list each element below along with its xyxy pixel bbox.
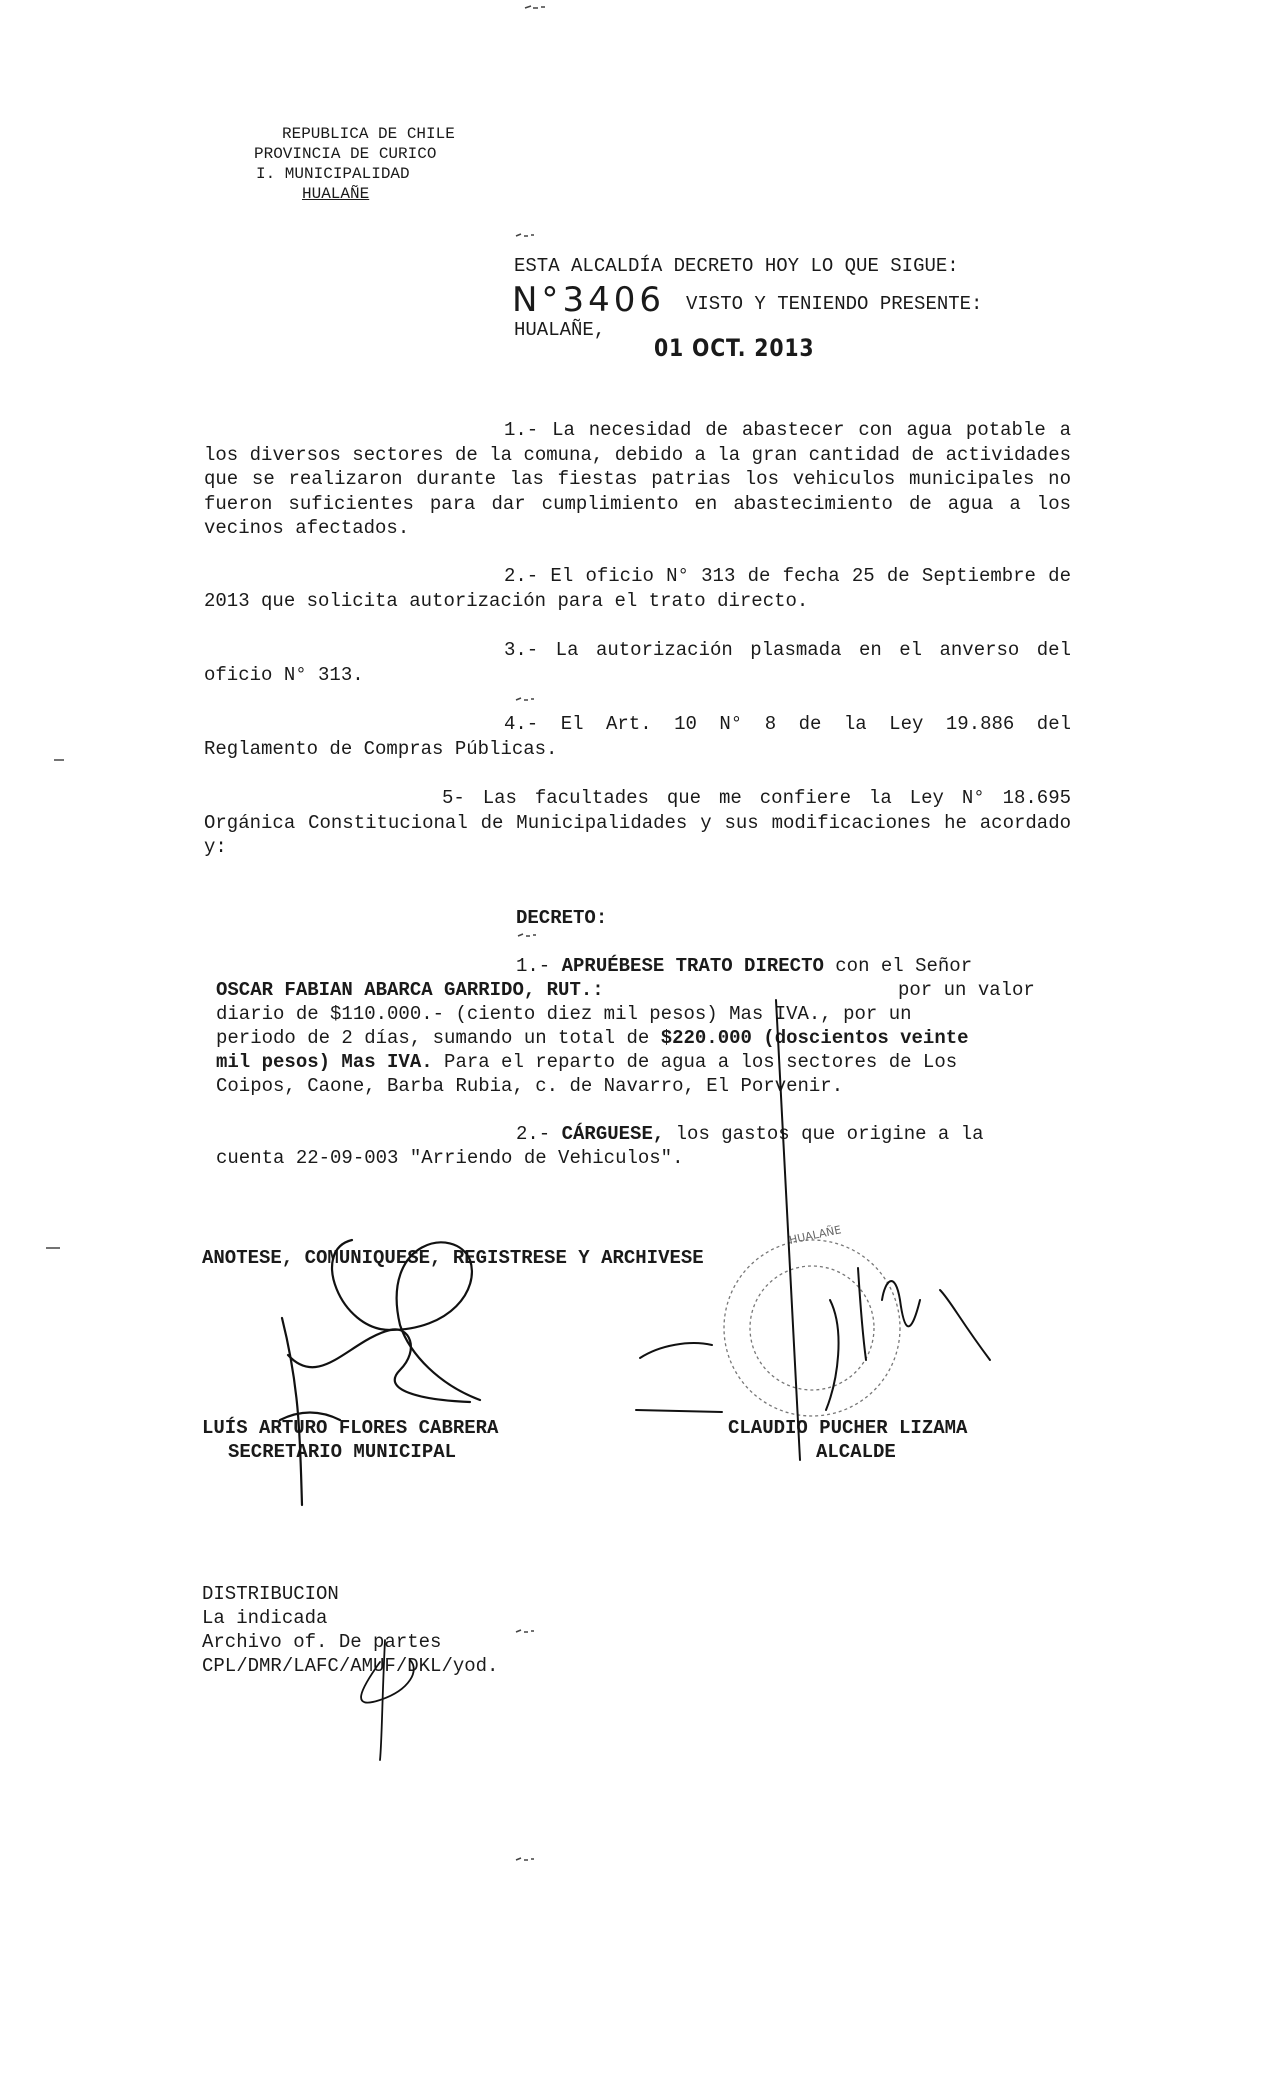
total-words: mil pesos) Mas IVA. <box>216 1051 433 1073</box>
decreto-title: DECRETO: <box>516 907 608 929</box>
purpose-text: Para el reparto de agua a los sectores de Los <box>444 1051 958 1073</box>
account-line: cuenta 22-09-003 "Arriendo de Vehiculos". <box>216 1147 684 1169</box>
decree-number-value: 3406 <box>562 280 665 320</box>
value-text: por un valor <box>898 979 1035 1001</box>
decreto-item2-text: los gastos que origine a la <box>675 1123 984 1145</box>
decreto-item2-bold: CÁRGUESE, <box>561 1123 665 1145</box>
visto-item-2: 2.- El oficio N° 313 de fecha 25 de Septiembre de 2013 que solicita autorización para el trato directo. <box>204 565 1071 612</box>
visto-heading: VISTO Y TENIENDO PRESENTE: <box>686 293 983 315</box>
visto-item-3: 3.- La autorización plasmada en el anverso del oficio N° 313. <box>204 639 1071 686</box>
header-municipality: I. MUNICIPALIDAD <box>256 165 410 183</box>
municipal-seal <box>724 1240 900 1416</box>
date-stamp: 01 OCT. 2013 <box>654 334 815 362</box>
decreto-item2-num: 2.- <box>516 1123 551 1145</box>
secretary-signature <box>280 1240 480 1505</box>
mayor-name: CLAUDIO PUCHER LIZAMA <box>728 1417 968 1439</box>
header-province: PROVINCIA DE CURICO <box>254 145 437 163</box>
sectors-line: Coipos, Caone, Barba Rubia, c. de Navarro, El Porvenir. <box>216 1075 844 1097</box>
decreto-item1-num: 1.- <box>516 955 551 977</box>
decree-heading: ESTA ALCALDÍA DECRETO HOY LO QUE SIGUE: <box>514 255 959 277</box>
total-value: $220.000 (doscientos veinte <box>660 1027 969 1049</box>
distribution-line-2: Archivo of. De partes <box>202 1631 442 1653</box>
secretary-title: SECRETARIO MUNICIPAL <box>228 1441 457 1463</box>
seal-text: HUALAÑE <box>787 1223 843 1247</box>
distribution-line-1: La indicada <box>202 1607 328 1629</box>
decree-number-prefix: N° <box>512 280 563 320</box>
period-text: periodo de 2 días, sumando un total de <box>216 1027 650 1049</box>
scan-marks <box>46 6 545 1860</box>
distribution-title: DISTRIBUCION <box>202 1583 339 1605</box>
secretary-name: LUÍS ARTURO FLORES CABRERA <box>202 1417 499 1439</box>
header-town: HUALAÑE <box>302 185 370 203</box>
closing-formula: ANOTESE, COMUNIQUESE, REGISTRESE Y ARCHIVESE <box>202 1247 704 1269</box>
beneficiary-name: OSCAR FABIAN ABARCA GARRIDO, RUT.: <box>216 979 604 1001</box>
header-republic: REPUBLICA DE CHILE <box>282 125 455 143</box>
visto-item-5: 5- Las facultades que me confiere la Ley N° 18.695 Orgánica Constitucional de Municipalidades y sus modificaciones he acordado y: <box>204 787 1071 858</box>
daily-value: diario de $110.000.- (ciento diez mil pesos) Mas IVA., por un <box>216 1003 912 1025</box>
visto-item-4: 4.- El Art. 10 N° 8 de la Ley 19.886 del Reglamento de Compras Públicas. <box>204 713 1071 760</box>
distribution-initials <box>361 1640 414 1760</box>
decreto-item1-text: con el Señor <box>835 955 973 977</box>
mayor-title: ALCALDE <box>816 1441 896 1463</box>
visto-item-1: 1.- La necesidad de abastecer con agua potable a los diversos sectores de la comuna, debido a la gran cantidad de actividades que se realizaron durante las fiestas patrias los vehiculos municipales no fueron suficientes para dar cumplimiento en abastecimiento de agua a los vecinos afectados. <box>204 419 1071 539</box>
decreto-item1-bold: APRUÉBESE TRATO DIRECTO <box>561 955 824 977</box>
decree-place: HUALAÑE, <box>514 319 606 341</box>
distribution-line-3: CPL/DMR/LAFC/AMUF/DKL/yod. <box>202 1655 499 1677</box>
